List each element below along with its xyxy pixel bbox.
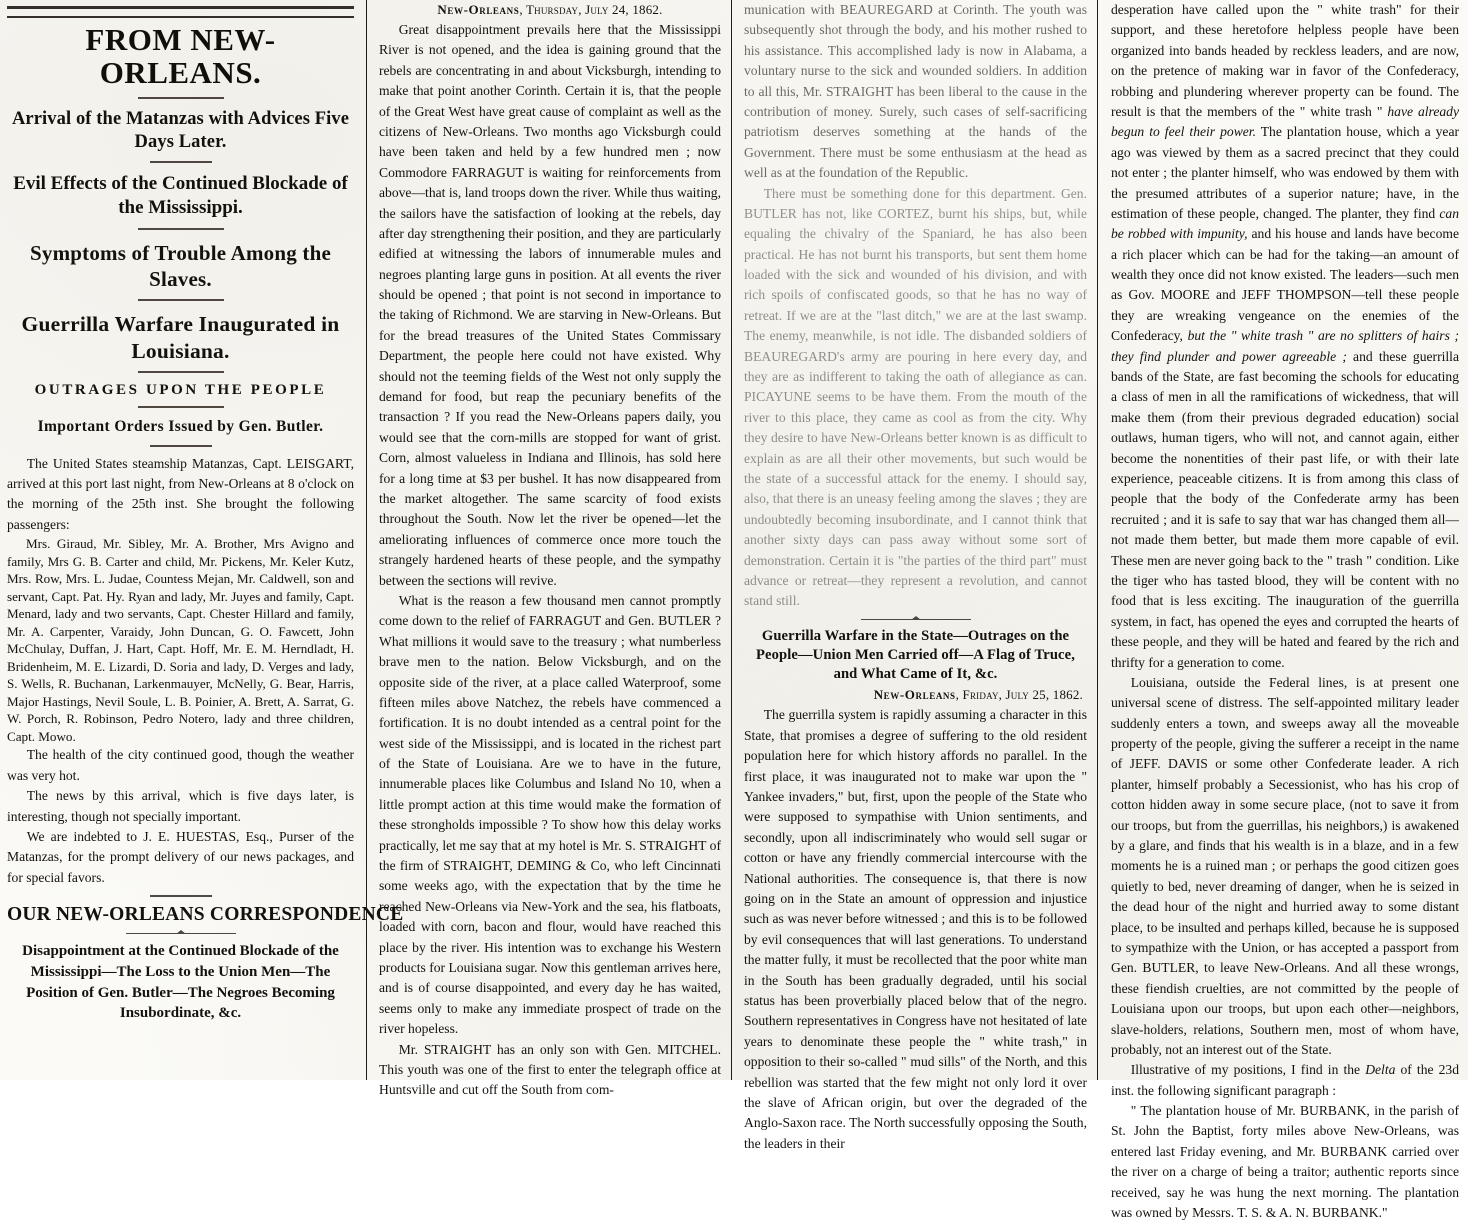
paragraph-guerrilla-system: The guerrilla system is rapidly assuming a character in this State, that promises a degree of suffering to the old resident population here for which history affords no parallel. In the first place, it was inaugurated not to make war upon the " Yankee invaders," but, first, upon the people of the State who were supposed to sympathise with Union sentiments, and secondly, upon all indiscriminately who would sell sugar or cotton or have any friendly commercial intercourse with the National authorities. The consequence is, that there is now going on in the State an amount of oppression and injustice such as was never before witnessed ; and this is to be followed by evil consequences that will last generations. To understand the matter fully, it must be recollected that the poor white man in the South has been gradually degraded, until his social status has been proverbially placed below that of the negro. Southern representatives in Congress have not hesitated of late years to denominate these people the " white trash," in opposition to their so-called " mud sills" of the North, and this rebellion was started that the few might not only lord it over the slave of African origin, but over the degraded of the Anglo-Saxon race. The North successfully opposing the South, the leaders in their <box>744 707 1087 1151</box>
dateline-july-25 <box>744 687 1087 703</box>
dateline-date: , Thursday, July 24, 1862. <box>519 2 663 17</box>
rule-divider <box>150 895 212 897</box>
paragraph-straight-son: Mr. STRAIGHT has an only son with Gen. MITCHEL. This youth was one of the first to enter the telegraph office at Huntsville and cut off the South from com- <box>379 1041 721 1098</box>
rule-divider <box>138 406 224 408</box>
paragraph-white-trash-bands <box>1111 0 1459 673</box>
paragraph-burbank-quote: " The plantation house of Mr. BURBANK, in the parish of St. John the Baptist, forty miles above New-Orleans, was entered last Friday evening, and Mr. BURBANK carried over the river on a charge of being a traitor; authentic reports since received, say he was hung the next morning. The plantation was owned by Messrs. T. S. & A. N. BURBANK." <box>1111 1103 1459 1221</box>
headline-deck-2: Arrival of the Matanzas with Advices Five Days Later. <box>11 108 350 153</box>
subheading-guerrilla-warfare: Guerrilla Warfare in the State—Outrages on the People—Union Men Carried off—A Flag of Truce, and What Came of It, &c. <box>756 627 1075 683</box>
paragraph-ship-arrival: The United States steamship Matanzas, Capt. LEISGART, arrived at this port last night, from New-Orleans at 8 o'clock on the morning of the 25th inst. She brought the following passengers: <box>7 455 354 532</box>
rule-divider <box>138 228 224 230</box>
headline-deck-6: OUTRAGES UPON THE PEOPLE <box>34 382 327 399</box>
paragraph-beauregard-corinth: munication with BEAUREGARD at Corinth. The youth was subsequently shot through the body, and his mother rushed to his assistance. This accomplished lady is now in Alabama, a voluntary nurse to the sick and wounded soldiers. In addition to all this, Mr. STRAIGHT has been liberal to the cause in the contribution of money. Surely, such cases of self-sacrificing patriotism deserves something at the hands of the Government. There must be some enthusiasm at the head as well as at the foundation of the Republic. <box>744 2 1087 181</box>
paragraph-louisiana-distress: Louisiana, outside the Federal lines, is at present one universal scene of distress. The self-appointed military leader suddenly enters a town, and sweeps away all the moveable property of the people, giving the sufferer a receipt in the name of JEFF. DAVIS or some other Confederate leader. A rich planter, himself probably a Secessionist, who has his crop of cotton hidden away in some secure place, (not to save it from our troops, but from the guerrillas, his neighbors,) is awakened by a glare, and finds that his wealth is in a blaze, and in a few moments he is a ruined man ; or perhaps the good citizen goes quietly to bed, never dreaming of danger, when he is seized in the dead hour of the night and hurried away to some distant place, to be insulted and perhaps killed, because he is supposed to sympathize with the Union, or has accepted a passport from Gen. BUTLER, to leave New-Orleans. And all these wrongs, these fiendish cruelties, are not committed by the people of Louisiana upon our troops, but upon each other—neighbors, slave-holders, relations, Southern men, most of whom have, probably, not an interest out of the State. <box>1111 674 1459 1057</box>
dateline-july-24 <box>379 2 721 18</box>
column-2 <box>366 0 731 1098</box>
rule-divider <box>150 161 212 163</box>
text-run: and his house and lands have become a rich placer which can be had for the taking—an amount of wealth they once did not know existed. The leaders—such men as Gov. MOORE and JEFF THOMPSON—tell these people they are wreaking vengeance on the enemies of the Confederacy, <box>1111 226 1459 344</box>
headline-deck-3: Evil Effects of the Continued Blockade of the Mississippi. <box>13 173 348 219</box>
column-4 <box>1097 0 1468 1221</box>
dateline-city: New-Orleans <box>873 687 956 703</box>
rule-divider <box>138 371 224 373</box>
text-run: desperation have called upon the " white trash" for their support, and these heretofore helpless people have been organized into bands headed by reckless leaders, and are now, on the pretence of making war in favor of the Confederacy, robbing and plundering wherever property can be found. The result is that the members of the " white trash " <box>1111 2 1459 119</box>
column-1 <box>0 0 404 1080</box>
dateline-date: , Friday, July 25, 1862. <box>955 687 1083 703</box>
headline-deck-5: Guerrilla Warfare Inaugurated in Louisiana. <box>21 312 340 363</box>
paragraph-relief-request: What is the reason a few thousand men cannot promptly come down to the relief of FARRAGUT and Gen. BUTLER ? What millions it would save to the treasury ; what numberless brave men to the nation. Below Vicksburgh, and on the opposite side of the river, at a place called Waterproof, some fifteen miles above Natchez, the rebels have commenced a fortification. It is no doubt intended as a central point for the west side of the Mississippi, and is located in the richest part of the State of Louisiana. Are we to have in the future, innumerable places like Columbus and Island No 10, when a little prompt action at this time would make the formation of these strongholds impossible ? To show how this delay works practically, let me say that at my hotel is Mr. S. STRAIGHT of the firm of STRAIGHT, DEMING & Co, who left Cincinnati some weeks ago, with the expectation that by the time he reached New-Orleans via New-York and the sea, his flatboats, loaded with corn, bacon and flour, would have reached this place by the river. His intention was to exchange his Western products for Louisiana sugar. Now this gentleman arrives here, and is of course disappointed, and every day he has waited, seems only to make any immediate prospect of trade on the river hopeless. <box>379 592 722 1037</box>
text-run: and these guerrilla bands of the State, are fast becoming the schools for educating a class of men in all the ramifications of wickedness, that will make them (from their previous degraded education) social outlaws, human tigers, who will not, and cannot again, either become the nonentities of their past life, or with their late experience, peaceable citizens. It is from among this class of people that the body of the Confederate army has been recruited ; and it is safe to say that war has changed them all—not made them better, but made them more capable of evil. These men are never going back to the " trash " condition. Like the tiger who has tasted blood, they will be content with no food that is less exciting. The inauguration of the guerrilla system, in fact, has opened the eyes and corrupted the hearts of these people, and they will be hated and feared by the rich and thrifty for a generation to come. <box>1111 348 1459 670</box>
paragraph-delta-intro <box>1111 1060 1459 1101</box>
text-run: The plantation house, which a year ago was viewed by them as a sacred precinct that they could not enter ; the planter himself, who was endowed by them with the presumed attributes of a superior nature; have, in the estimation of these people, changed. The planter, they find <box>1111 124 1460 221</box>
paragraph-mississippi-blockade: Great disappointment prevails here that the Mississippi River is not opened, and the idea is gaining ground that the rebels are concentrating in and about Vicksburgh, intending to make that point another Corinth. Certain it is, that the people of the Great West have great cause of complaint as well as the citizens of New-Orleans. Two months ago Vicksburgh could have been taken and held by a few hundred men ; now Commodore FARRAGUT is waiting for reinforcements from above—that is, land troops down the river. While thus waiting, the sailors have the satisfaction of looking at the rebels, day after day strengthening their position, and they are particularly edified at witnessing the labors of innumerable mules and negroes planting large guns in position. At all events the river should be opened ; that point is not second in importance to the taking of Richmond. We are starving in New-Orleans. But for the bread treasures of the United States Commissary Department, the people here could not have existed. Why should not the teeming fields of the West not only supply the demand for food, but reap the pecuniary benefits of the transaction ? If you read the New-Orleans papers daily, you would see that the corn-mills are stopped for want of grist. Corn, almost valueless in Indiana and Illinois, has sold here for a long time at $3 per bushel. It has now disappeared from the market altogether. The same scarcity of food exists throughout the South. Now let the river be opened—let the ameliorating influences of commerce once more touch the strangely hardened hearts of these people, and the sympathy between the sections will revive. <box>379 22 721 588</box>
page-title: FROM NEW-ORLEANS. <box>85 22 276 90</box>
rule-divider <box>150 445 212 447</box>
masthead-rule <box>7 6 354 18</box>
rule-divider-diamond <box>126 933 236 934</box>
rule-divider-diamond <box>861 619 971 620</box>
paragraph-passenger-list: Mrs. Giraud, Mr. Sibley, Mr. A. Brother, Mrs Avigno and family, Mrs G. B. Carter and child, Mr. Pickens, Mr. Keler Kutz, Mrs. Row, Mrs. L. Judae, Countess Mejan, Mr. Caldwell, son and servant, Capt. Pat. Hy. Ryan and lady, Mr. Juyes and family, Capt. Menard, lady and two servants, Capt. Chester Hillard and family, Mr. A. Carpenter, Varaidy, John Duncan, G. O. Fawcett, John McChulay, Duffan, J. Hart, Capt. Hoff, Mr. E. M. Herndladt, H. Bridenheim, M. E. Lizardi, D. Soria and lady, D. Verges and lady, S. Wells, R. Buchanan, Larkenmauyer, McNelly, G. Bear, Harris, Major Hastings, Nevil Soule, L. B. Poinier, A. Brett, A. Sarrat, G. W. Porch, R. Robinson, Pedro Notero, lady and three children, Capt. Mowo. <box>7 536 354 744</box>
column-3 <box>731 0 1097 1151</box>
paragraph-news: The news by this arrival, which is five days later, is interesting, though not specially important. <box>7 788 354 824</box>
correspondence-kicker: Disappointment at the Continued Blockade of the Mississippi—The Loss to the Union Men—The Position of Gen. Butler—The Negroes Becoming Insubordinate, &c. <box>22 943 339 1022</box>
emphasis-robbed-with-impunity: can be robbed with impunity, <box>1111 205 1459 242</box>
column-1-body <box>7 454 354 889</box>
column-2-body <box>379 20 721 1101</box>
column-4-body <box>1111 0 1459 1223</box>
paragraph-butler-department: There must be something done for this department. Gen. BUTLER has not, like CORTEZ, burnt his ships, but, while equaling the chivalry of the Spaniard, he has also been practical. He has not burnt his transports, but sent them home loaded with the sick and wounded of his division, and with rich spoils of confiscated goods, so that he has no way of retreat. If we are at the "last ditch," we are at the last swamp. The enemy, meanwhile, is not idle. The disbanded soldiers of BEAUREGARD's army are pouring in here every day, and they are as indifferent to taking the oath of allegiance as can. PICAYUNE seems to be have them. From the mouth of the river to this place, they came as cool as from the city. Why they desire to have New-Orleans better known is as difficult to explain as are all their other movements, but such would be the state of a successful attack for the enemy. I should say, also, that there is an uneasy feeling among the slaves ; they are undoubtedly becoming insubordinate, and I cannot think that another sixty days can pass away without some sort of demonstration. Certain it is "the parties of the third part" must advance or retreat—they represent a revolution, and cannot stand still. <box>744 185 1087 609</box>
dateline-city: New-Orleans <box>437 2 520 17</box>
headline-deck-7: Important Orders Issued by Gen. Butler. <box>37 418 324 436</box>
headline-deck-4: Symptoms of Trouble Among the Slaves. <box>30 240 331 291</box>
rule-divider <box>138 97 224 99</box>
column-3-body-continued <box>744 705 1087 1154</box>
paragraph-purser: We are indebted to J. E. HUESTAS, Esq., Purser of the Matanzas, for the prompt delivery of our news packages, and for special favors. <box>7 829 354 885</box>
text-run: of the 23d inst. the following significant paragraph : <box>1111 1062 1460 1098</box>
publication-name-delta: Delta <box>1365 1062 1396 1078</box>
correspondence-heading: OUR NEW-ORLEANS CORRESPONDENCE <box>7 904 404 926</box>
emphasis-feel-their-power: have already begun to feel their power. <box>1111 103 1459 140</box>
column-3-body <box>744 0 1087 612</box>
emphasis-splitters-of-hairs: but the " white trash " are no splitters of hairs ; they find plunder and power agreeable ; <box>1111 328 1460 364</box>
text-run: Illustrative of my positions, I find in the <box>1130 1062 1361 1078</box>
rule-divider <box>138 299 224 301</box>
paragraph-health: The health of the city continued good, though the weather was very hot. <box>7 747 354 783</box>
